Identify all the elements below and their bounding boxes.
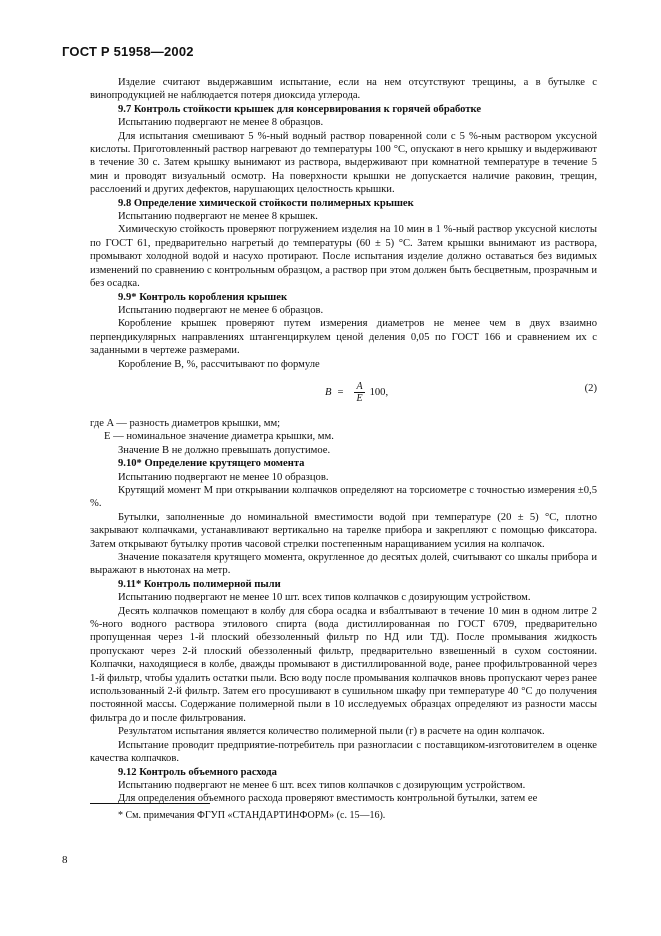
paragraph: Испытанию подвергают не менее 8 крышек.: [118, 211, 318, 223]
formula-factor: 100,: [369, 386, 389, 398]
paragraph: Для определения объемного расхода проверяют вместимость контрольной бутылки, затем ее: [118, 793, 538, 805]
paragraph: Бутылки, заполненные до номинальной вместимости водой при температуре (20 ± 5) °С, плотно закрывают колпачками, устанавливают вертикально на тарелке прибора и закрепляют с помощью фиксатора. Затем открывают бутылку против часовой стрелки постепенным наращиванием усилия на колпачок.: [90, 511, 597, 550]
paragraph: Испытанию подвергают не менее 8 образцов.: [118, 117, 324, 129]
section-heading-9-7: 9.7 Контроль стойкости крышек для консервирования к горячей обработке: [118, 103, 482, 115]
document-header: ГОСТ Р 51958—2002: [62, 44, 194, 59]
paragraph: Для испытания смешивают 5 %-ный водный раствор поваренной соли с 5 %-ным раствором уксусной кислоты. Приготовленный раствор нагревают до температуры 100 °С, опускают в него крышку и выдерживают в течение 30 с. Затем крышку вынимают из раствора, выдерживают при комнатной температуре в течение 5 мин и проводят визуальный осмотр. На поверхности крышки не допускается наличие раковин, трещин, расслоений и других дефектов, нарушающих целостность крышки.: [90, 130, 597, 196]
section-heading-9-10: 9.10* Определение крутящего момента: [118, 458, 305, 470]
paragraph: Испытанию подвергают не менее 10 образцов.: [118, 471, 329, 483]
page-number: 8: [62, 854, 68, 866]
section-heading-9-12: 9.12 Контроль объемного расхода: [118, 766, 277, 778]
paragraph: Коробление крышек проверяют путем измерения диаметров не менее чем в двух взаимно перпендикулярных направлениях штангенциркулем ценой деления 0,05 по ГОСТ 166 и сравнением их с заданными в чертеже размерами.: [90, 318, 597, 357]
formula-number: (2): [584, 382, 597, 394]
formula-row: [90, 377, 597, 411]
paragraph: Химическую стойкость проверяют погружением изделия на 10 мин в 1 %-ный раствор уксусной кислоты по ГОСТ 61, предварительно нагретый до температуры (60 ± 5) °С. Затем крышки вынимают из раствора, промывают холодной водой и насухо протирают. После испытания изделие должно оставаться без видимых изменений по сравнению с контрольным образцом, а раствор при этом должен быть бесцветным, прозрачным и без осадка.: [90, 224, 597, 290]
formula-2: [325, 381, 388, 404]
paragraph: Испытанию подвергают не менее 6 шт. всех типов колпачков с дозирующим устройством.: [118, 779, 526, 791]
formula-numerator: A: [356, 380, 363, 392]
formula-where-a: где A — разность диаметров крышки, мм;: [90, 417, 281, 429]
formula-lhs: B: [325, 386, 332, 398]
formula-equals: =: [337, 386, 344, 398]
paragraph: Испытанию подвергают не менее 10 шт. всех типов колпачков с дозирующим устройством.: [118, 592, 531, 604]
paragraph: Значение B не должно превышать допустимое.: [118, 444, 331, 456]
paragraph: Испытание проводит предприятие-потребитель при разногласии с поставщиком-изготовителем в оценке качества колпачков.: [90, 739, 597, 765]
formula-fraction: [354, 381, 364, 404]
section-heading-9-8: 9.8 Определение химической стойкости полимерных крышек: [118, 197, 414, 209]
formula-denominator: E: [356, 392, 363, 404]
formula-where-e: E — номинальное значение диаметра крышки, мм.: [104, 431, 334, 443]
paragraph: Результатом испытания является количество полимерной пыли (г) в расчете на один колпачок.: [118, 726, 545, 738]
paragraph: Испытанию подвергают не менее 6 образцов.: [118, 304, 324, 316]
paragraph: Десять колпачков помещают в колбу для сбора осадка и взбалтывают в течение 10 мин в одном литре 2 %-ного водного раствора этилового спирта (вода дистиллированная по ГОСТ 6709, предварительно пропущенная через 1-й плоский обеззоленный фильтр по НД или ТД). После промывания жидкость пропускают через 2-й плоский обеззоленный фильтр, предварительно взвешенный в сухом состоянии. Колпачки, находящиеся в колбе, дважды промывают в дистиллированной воде, ранее профильтрованной через 1-й фильтр, чтобы удалить остатки пыли. Всю воду после промывания колпачков вновь пропускают через ранее использованный 2-й фильтр. Затем его просушивают в сушильном шкафу при температуре 40 °С до получения постоянной массы. Содержание полимерной пыли в 10 исследуемых образцах определяют из разности массы фильтра до и после фильтрования.: [90, 605, 598, 724]
footnote: * См. примечания ФГУП «СТАНДАРТИНФОРМ» (с. 15—16).: [118, 810, 386, 821]
paragraph: Значение показателя крутящего момента, округленное до десятых долей, считывают со шкалы прибора и выражают в ньютонах на метр.: [90, 552, 597, 577]
footnote-divider: [90, 803, 210, 804]
paragraph: Крутящий момент M при открывании колпачков определяют на торсиометре с точностью измерения ±0,5 %.: [90, 484, 597, 510]
document-body: [90, 76, 597, 806]
paragraph: Коробление B, %, рассчитывают по формуле: [118, 358, 320, 370]
section-heading-9-11: 9.11* Контроль полимерной пыли: [118, 578, 281, 590]
paragraph: Изделие считают выдержавшим испытание, если на нем отсутствуют трещины, а в бутылке с винопродукцией не наблюдается потеря диоксида углерода.: [90, 77, 597, 102]
section-heading-9-9: 9.9* Контроль коробления крышек: [118, 291, 288, 303]
